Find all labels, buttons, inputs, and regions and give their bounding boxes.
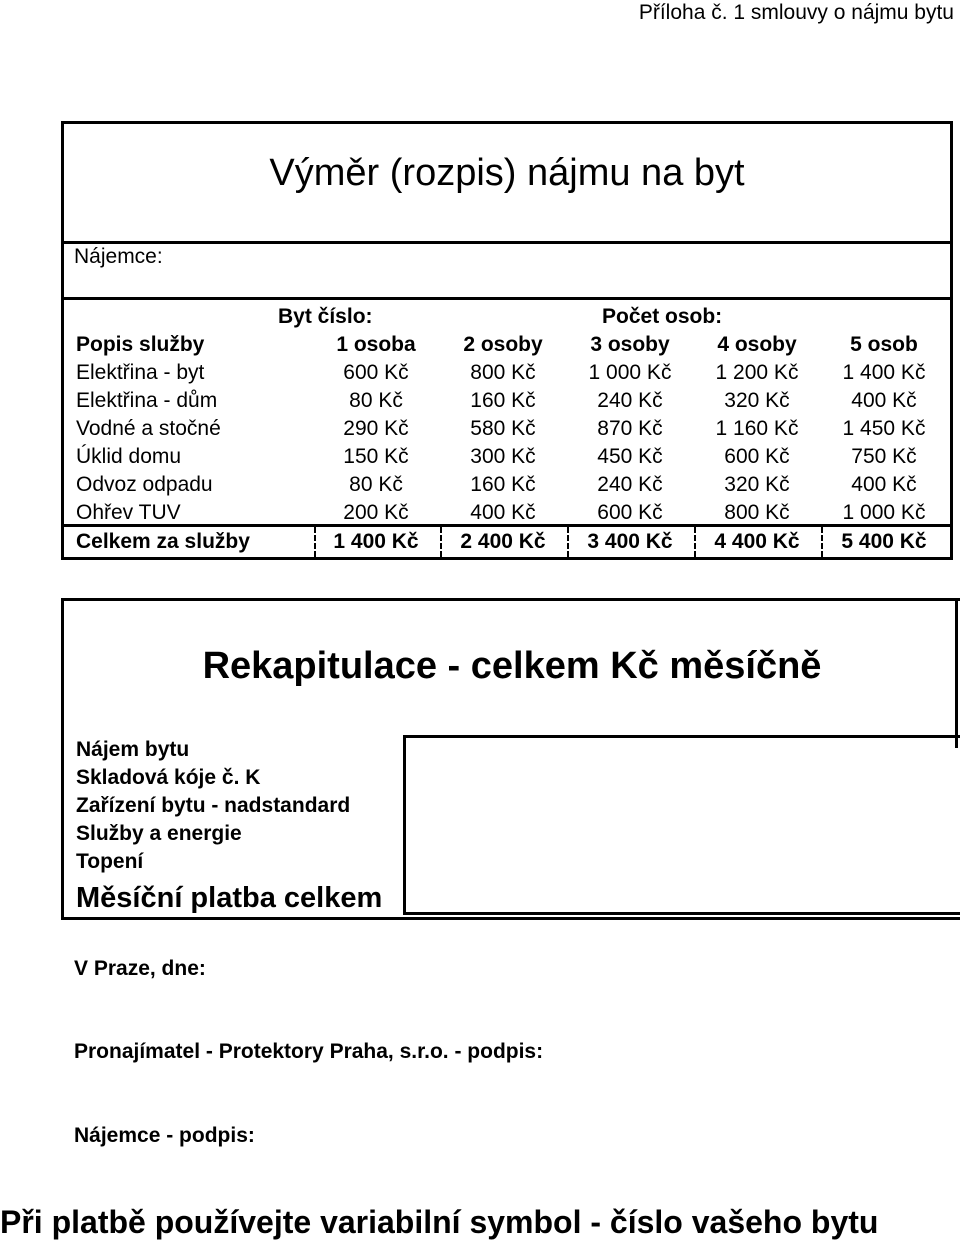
price-cell: 1 000 Kč	[588, 361, 672, 384]
column-header: 2 osoby	[463, 333, 543, 356]
recap-list	[76, 736, 382, 918]
price-cell: 240 Kč	[597, 473, 663, 496]
price-cell: 320 Kč	[724, 389, 790, 412]
price-cell: 160 Kč	[470, 389, 536, 412]
price-cell: 450 Kč	[597, 445, 663, 468]
table-column-headers	[64, 331, 950, 359]
total-cell: 5 400 Kč	[841, 530, 927, 553]
recap-amounts-field[interactable]	[403, 735, 960, 915]
price-cell: 800 Kč	[724, 501, 790, 524]
price-cell: 240 Kč	[597, 389, 663, 412]
divider	[64, 241, 950, 244]
tenant-label: Nájemce:	[74, 245, 163, 268]
total-cell: 4 400 Kč	[714, 530, 800, 553]
price-cell: 1 160 Kč	[715, 417, 799, 440]
price-cell: 300 Kč	[470, 445, 536, 468]
price-cell: 200 Kč	[343, 501, 409, 524]
table-row	[64, 415, 950, 443]
landlord-signature-line: Pronajímatel - Protektory Praha, s.r.o. - podpis:	[74, 1040, 544, 1063]
price-cell: 320 Kč	[724, 473, 790, 496]
price-cell: 400 Kč	[851, 389, 917, 412]
service-name: Elektřina - dům	[76, 389, 218, 412]
divider	[64, 297, 950, 300]
column-header: 3 osoby	[590, 333, 670, 356]
service-name: Úklid domu	[76, 445, 182, 468]
total-cell: 2 400 Kč	[460, 530, 546, 553]
recap-item: Topení	[76, 850, 144, 873]
column-header: 4 osoby	[717, 333, 797, 356]
service-name: Odvoz odpadu	[76, 473, 213, 496]
recap-item: Skladová kóje č. K	[76, 766, 261, 789]
annex-note: Příloha č. 1 smlouvy o nájmu bytu	[638, 1, 954, 24]
document-title: Výměr (rozpis) nájmu na byt	[269, 152, 745, 194]
price-cell: 800 Kč	[470, 361, 536, 384]
column-header: 1 osoba	[336, 333, 416, 356]
price-cell: 400 Kč	[470, 501, 536, 524]
payment-note: Při platbě používejte variabilní symbol - číslo vašeho bytu	[0, 1204, 879, 1240]
table-row	[64, 499, 950, 527]
table-row	[64, 359, 950, 387]
price-cell: 600 Kč	[597, 501, 663, 524]
table-row	[64, 471, 950, 499]
column-header: Popis služby	[76, 333, 205, 356]
price-cell: 1 000 Kč	[842, 501, 926, 524]
table-row	[64, 443, 950, 471]
service-name: Ohřev TUV	[76, 501, 181, 524]
recap-total-label: Měsíční platba celkem	[76, 882, 383, 914]
tenant-signature-line: Nájemce - podpis:	[74, 1124, 255, 1147]
price-cell: 870 Kč	[597, 417, 663, 440]
price-cell: 1 200 Kč	[715, 361, 799, 384]
price-cell: 750 Kč	[851, 445, 917, 468]
price-cell: 1 450 Kč	[842, 417, 926, 440]
table-row	[64, 387, 950, 415]
date-line: V Praze, dne:	[74, 957, 206, 980]
price-cell: 290 Kč	[343, 417, 409, 440]
total-cell: 1 400 Kč	[333, 530, 419, 553]
recap-item: Zařízení bytu - nadstandard	[76, 794, 351, 817]
price-cell: 80 Kč	[349, 389, 403, 412]
price-cell: 150 Kč	[343, 445, 409, 468]
recap-title: Rekapitulace - celkem Kč měsíčně	[202, 645, 822, 687]
recap-item: Nájem bytu	[76, 738, 190, 761]
price-cell: 1 400 Kč	[842, 361, 926, 384]
price-cell: 600 Kč	[343, 361, 409, 384]
price-cell: 80 Kč	[349, 473, 403, 496]
service-name: Elektřina - byt	[76, 361, 205, 384]
service-name: Vodné a stočné	[76, 417, 221, 440]
column-header: 5 osob	[850, 333, 918, 356]
total-label: Celkem za služby	[76, 530, 250, 553]
rent-statement-frame	[61, 121, 953, 560]
price-cell: 600 Kč	[724, 445, 790, 468]
total-cell: 3 400 Kč	[587, 530, 673, 553]
price-cell: 580 Kč	[470, 417, 536, 440]
total-row	[64, 524, 950, 557]
table-top-header	[64, 303, 950, 331]
price-cell: 160 Kč	[470, 473, 536, 496]
persons-count-label: Počet osob:	[602, 305, 723, 328]
price-cell: 400 Kč	[851, 473, 917, 496]
flat-number-label: Byt číslo:	[278, 305, 373, 328]
recap-item: Služby a energie	[76, 822, 242, 845]
frame-edge	[955, 598, 958, 748]
